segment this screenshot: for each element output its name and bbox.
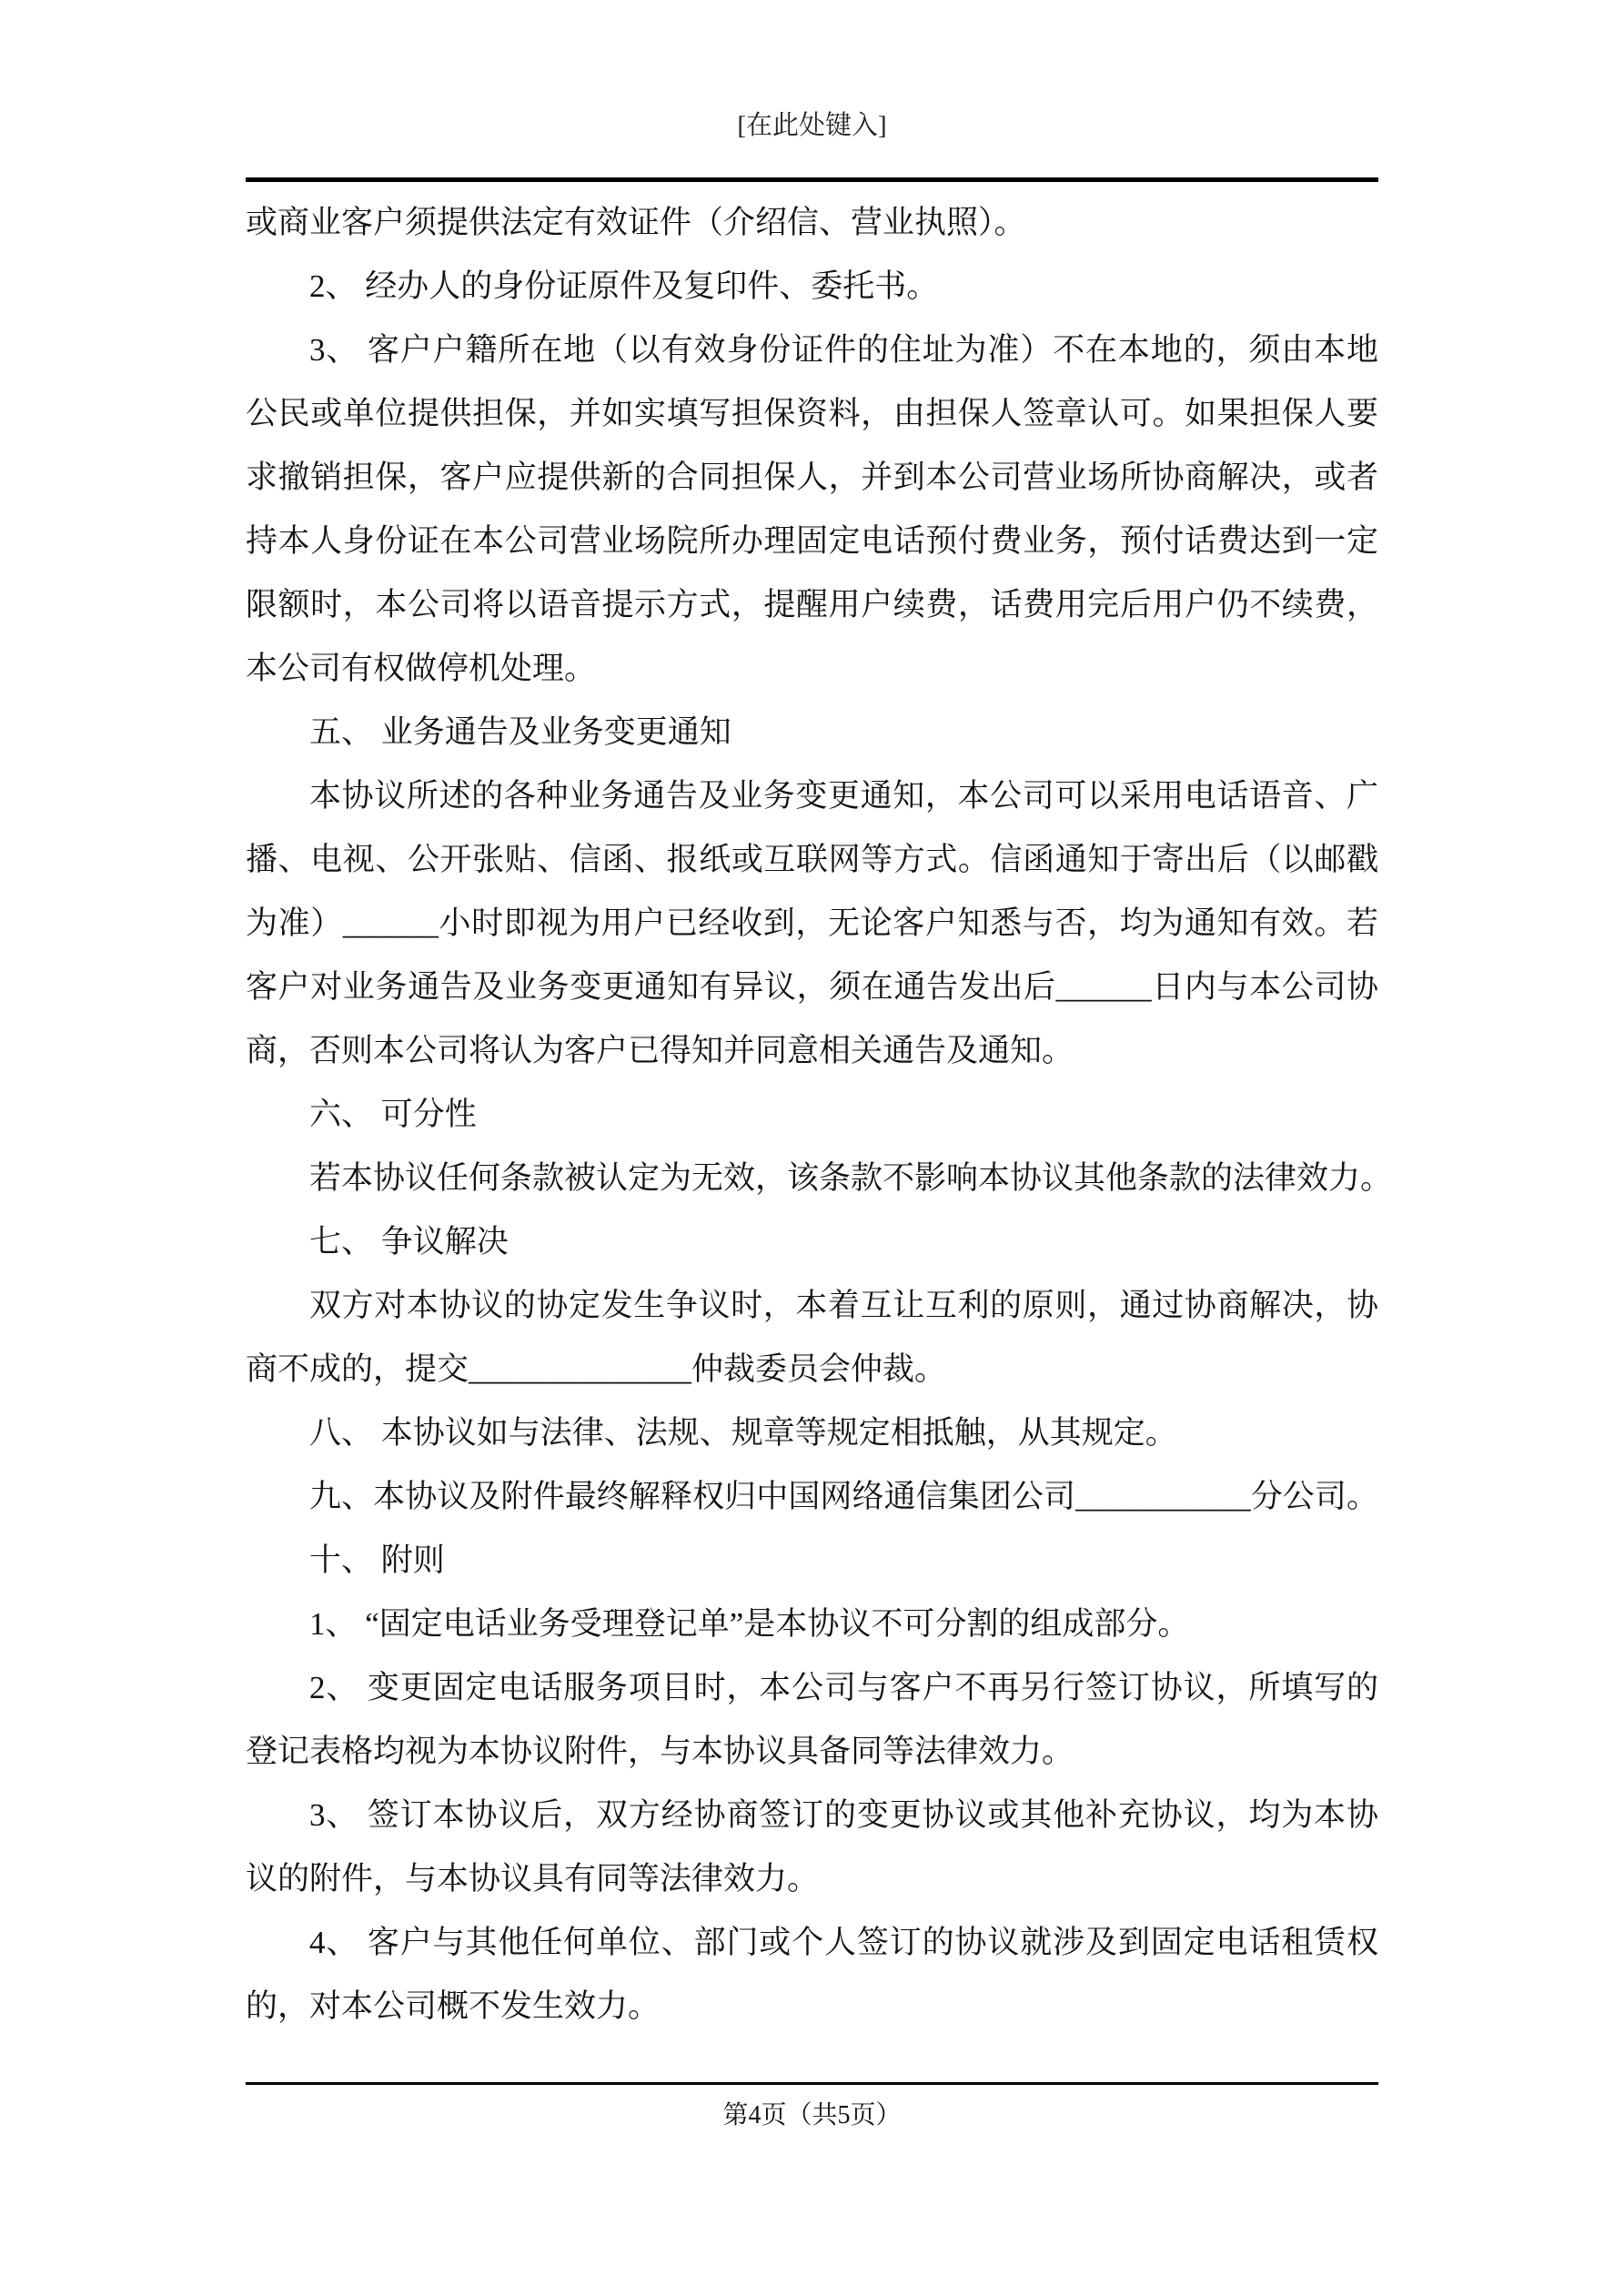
header-placeholder[interactable]: [在此处键入] — [737, 111, 887, 140]
text-line: 八、 本协议如与法律、法规、规章等规定相抵触，从其规定。 — [309, 1415, 1177, 1451]
text-line: 4、 客户与其他任何单位、部门或个人签订的协议就涉及到固定电话租赁权 — [309, 1925, 1378, 1960]
header-rule — [246, 177, 1378, 182]
text-line: 商不成的，提交______________仲裁委员会仲裁。 — [246, 1351, 947, 1387]
text-line: 登记表格均视为本协议附件，与本协议具备同等法律效力。 — [246, 1734, 1074, 1769]
text-line: 2、 变更固定电话服务项目时，本公司与客户不再另行签订协议，所填写的 — [309, 1670, 1378, 1705]
text-line: 的，对本公司概不发生效力。 — [246, 1988, 661, 2024]
text-line: 议的附件，与本协议具有同等法律效力。 — [246, 1861, 820, 1896]
text-line: 求撤销担保，客户应提供新的合同担保人，并到本公司营业场所协商解决，或者 — [246, 460, 1378, 495]
text-line: 为准）______小时即视为用户已经收到，无论客户知悉与否，均为通知有效。若 — [246, 905, 1378, 941]
text-line: 五、 业务通告及业务变更通知 — [309, 714, 731, 750]
document-body — [246, 191, 1393, 2038]
text-line: 客户对业务通告及业务变更通知有异议，须在通告发出后______日内与本公司协 — [246, 969, 1378, 1005]
page-number: 第4页（共5页） — [722, 2101, 902, 2129]
text-line: 1、 “固定电话业务受理登记单”是本协议不可分割的组成部分。 — [309, 1606, 1190, 1642]
text-line: 3、 客户户籍所在地（以有效身份证件的住址为准）不在本地的，须由本地 — [309, 332, 1378, 368]
text-line: 公民或单位提供担保，并如实填写担保资料，由担保人签章认可。如果担保人要 — [246, 396, 1378, 431]
text-line: 播、电视、公开张贴、信函、报纸或互联网等方式。信函通知于寄出后（以邮戳 — [246, 842, 1378, 877]
text-line: 本公司有权做停机处理。 — [246, 651, 597, 686]
text-line: 本协议所述的各种业务通告及业务变更通知，本公司可以采用电话语音、广 — [309, 778, 1378, 814]
text-line: 双方对本协议的协定发生争议时，本着互让互利的原则，通过协商解决，协 — [309, 1288, 1378, 1323]
text-line: 或商业客户须提供法定有效证件（介绍信、营业执照）。 — [246, 205, 1026, 240]
text-line: 2、 经办人的身份证原件及复印件、委托书。 — [309, 268, 939, 304]
text-line: 持本人身份证在本公司营业场院所办理固定电话预付费业务，预付话费达到一定 — [246, 523, 1378, 559]
text-line: 九、本协议及附件最终解释权归中国网络通信集团公司___________分公司。 — [309, 1479, 1378, 1514]
text-line: 六、 可分性 — [309, 1097, 477, 1132]
text-line: 若本协议任何条款被认定为无效，该条款不影响本协议其他条款的法律效力。 — [309, 1160, 1393, 1196]
footer-rule — [246, 2082, 1378, 2085]
text-line: 3、 签订本协议后，双方经协商签订的变更协议或其他补充协议，均为本协 — [309, 1797, 1378, 1833]
text-line: 商，否则本公司将认为客户已得知并同意相关通告及通知。 — [246, 1033, 1074, 1068]
text-line: 七、 争议解决 — [309, 1224, 509, 1259]
text-line: 限额时，本公司将以语音提示方式，提醒用户续费，话费用完后用户仍不续费， — [246, 587, 1378, 622]
text-line: 十、 附则 — [309, 1542, 445, 1578]
